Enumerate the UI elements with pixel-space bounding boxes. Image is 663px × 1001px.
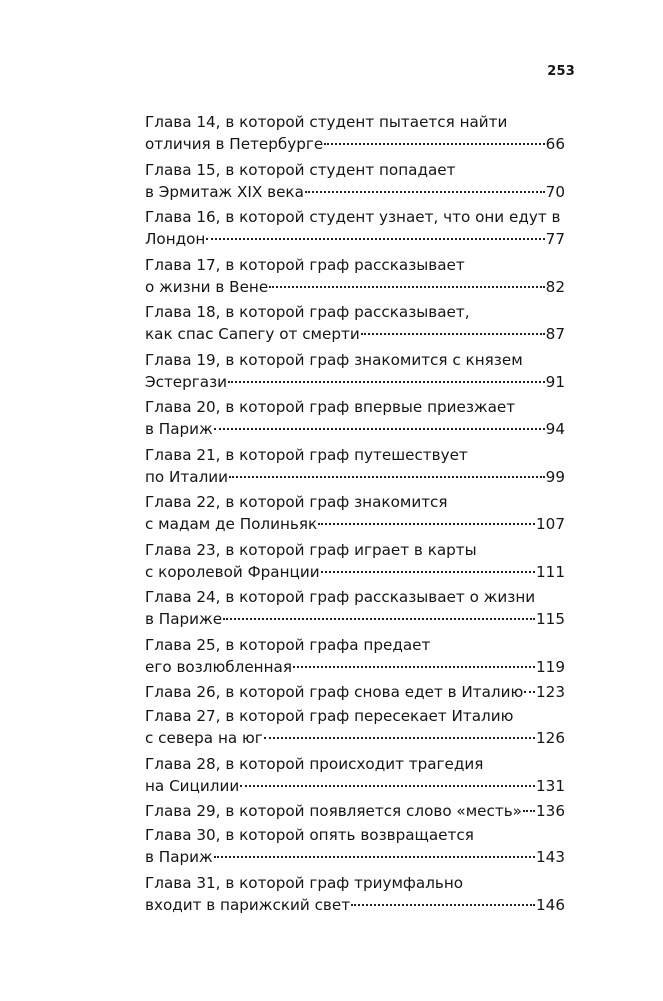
dot-leader xyxy=(318,523,535,525)
toc-entry-page: 82 xyxy=(545,277,565,296)
toc-entry-title: Глава 21, в которой граф путешествует xyxy=(145,445,468,464)
dot-leader xyxy=(223,618,535,620)
toc-entry xyxy=(145,824,565,872)
toc-entry-title-continued: его возлюбленная xyxy=(145,657,292,676)
table-of-contents xyxy=(145,111,565,919)
toc-entry-title-continued: на Сицилии xyxy=(145,776,240,795)
toc-entry-title-continued: о жизни в Вене xyxy=(145,277,269,296)
toc-entry xyxy=(145,681,565,705)
toc-entry-title: Глава 23, в которой граф играет в карты xyxy=(145,540,477,559)
toc-entry-title-continued: по Италии xyxy=(145,467,229,486)
page-number: 253 xyxy=(547,64,575,79)
toc-entry-title: Глава 22, в которой граф знакомится xyxy=(145,493,448,511)
toc-entry xyxy=(145,800,565,824)
toc-entry xyxy=(145,539,565,587)
dot-leader xyxy=(293,666,535,668)
dot-leader xyxy=(228,381,545,383)
toc-entry-title-continued: с королевой Франции xyxy=(145,562,320,581)
toc-entry-title: Глава 24, в которой граф рассказывает о жизни xyxy=(145,588,536,606)
toc-entry-page: 94 xyxy=(545,420,565,438)
toc-entry-title-continued: как спас Сапегу от смерти xyxy=(145,325,360,343)
dot-leader xyxy=(269,286,544,288)
dot-leader xyxy=(351,904,535,906)
toc-entry xyxy=(145,301,565,349)
toc-entry-page: 70 xyxy=(545,182,565,201)
toc-entry-title: Глава 26, в которой граф снова едет в Италию xyxy=(145,683,524,701)
toc-entry-page: 119 xyxy=(536,657,565,676)
toc-entry-page: 123 xyxy=(536,683,565,701)
toc-entry-title: Глава 19, в которой граф знакомится с князем xyxy=(145,350,523,369)
toc-entry-page: 91 xyxy=(545,372,565,391)
toc-entry xyxy=(145,349,565,397)
dot-leader xyxy=(324,143,544,145)
toc-entry xyxy=(145,634,565,682)
dot-leader xyxy=(305,191,545,193)
toc-entry-page: 115 xyxy=(536,610,565,628)
toc-entry-title: Глава 20, в которой граф впервые приезжает xyxy=(145,398,516,416)
toc-entry-title: Глава 29, в которой появляется слово «месть» xyxy=(145,802,522,820)
toc-entry-page: 87 xyxy=(545,325,565,343)
toc-entry-title-continued: Лондон xyxy=(145,230,206,248)
dot-leader xyxy=(264,737,535,739)
toc-entry-title-continued: с мадам де Полиньяк xyxy=(145,515,318,533)
toc-entry xyxy=(145,872,565,920)
toc-entry-title-continued: Эстергази xyxy=(145,372,228,391)
dot-leader xyxy=(361,333,545,335)
toc-entry-title: Глава 17, в которой граф рассказывает xyxy=(145,255,465,274)
toc-entry xyxy=(145,254,565,302)
toc-entry-page: 77 xyxy=(545,230,565,248)
toc-entry-title-continued: в Париже xyxy=(145,610,223,628)
toc-entry-page: 66 xyxy=(545,135,565,153)
dot-leader xyxy=(214,856,535,858)
toc-entry-title-continued: в Эрмитаж XIX века xyxy=(145,182,304,201)
toc-entry-page: 126 xyxy=(536,729,565,747)
dot-leader xyxy=(321,571,535,573)
dot-leader xyxy=(214,428,545,430)
toc-entry xyxy=(145,491,565,539)
toc-entry-title: Глава 30, в которой опять возвращается xyxy=(145,826,474,844)
toc-entry xyxy=(145,111,565,159)
toc-entry-title: Глава 25, в которой графа предает xyxy=(145,635,431,654)
toc-entry-page: 136 xyxy=(536,802,565,820)
dot-leader xyxy=(523,810,535,812)
toc-entry-title: Глава 28, в которой происходит трагедия xyxy=(145,754,484,773)
toc-entry-title-continued: отличия в Петербурге xyxy=(145,135,324,153)
dot-leader xyxy=(524,691,535,693)
toc-entry xyxy=(145,753,565,801)
toc-entry xyxy=(145,396,565,444)
toc-entry-title: Глава 14, в которой студент пытается найти xyxy=(145,113,508,131)
toc-entry-title: Глава 16, в которой студент узнает, что они едут в xyxy=(145,208,561,226)
dot-leader xyxy=(229,476,545,478)
toc-entry xyxy=(145,206,565,254)
toc-entry xyxy=(145,586,565,634)
toc-entry-title: Глава 31, в которой граф триумфально xyxy=(145,873,464,892)
toc-entry xyxy=(145,159,565,207)
dot-leader xyxy=(240,785,535,787)
dot-leader xyxy=(206,238,544,240)
toc-entry-title-continued: с севера на юг xyxy=(145,729,263,747)
toc-entry xyxy=(145,705,565,753)
toc-entry xyxy=(145,444,565,492)
toc-entry-title-continued: в Париж xyxy=(145,420,213,438)
toc-entry-page: 107 xyxy=(536,515,565,533)
toc-entry-title-continued: в Париж xyxy=(145,848,213,866)
toc-entry-page: 111 xyxy=(536,562,565,581)
toc-entry-title-continued: входит в парижский свет xyxy=(145,895,351,914)
toc-entry-page: 131 xyxy=(536,776,565,795)
toc-entry-page: 146 xyxy=(536,895,565,914)
toc-entry-title: Глава 27, в которой граф пересекает Италию xyxy=(145,707,514,725)
toc-entry-page: 99 xyxy=(545,467,565,486)
toc-entry-title: Глава 15, в которой студент попадает xyxy=(145,160,456,179)
toc-entry-page: 143 xyxy=(536,848,565,866)
toc-entry-title: Глава 18, в которой граф рассказывает, xyxy=(145,303,470,321)
